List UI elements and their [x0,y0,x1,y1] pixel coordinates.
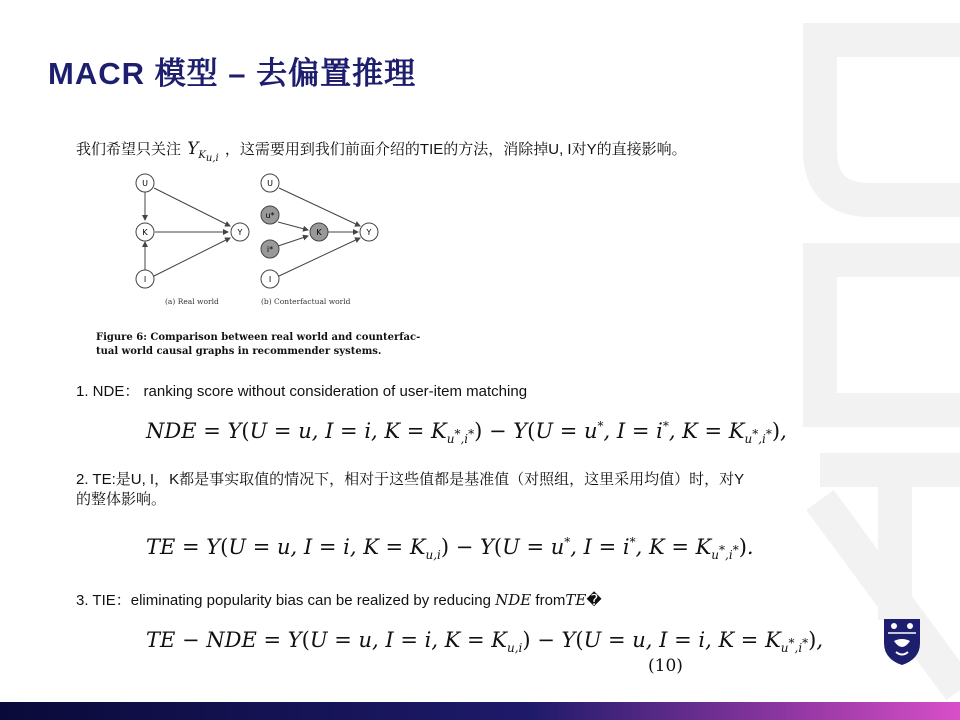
label-k-real: K [142,228,148,237]
label-i-cf: I [268,275,272,284]
bottom-gradient-bar [0,702,960,720]
equation-te: TE = Y(U = u, I = i, $K = K_{u,i}) - Y(U = u^*$, I = i*, $K = K_{u^*,i^*}$). [146,535,754,563]
slide-title: MACR 模型 – 去偏置推理 [48,56,417,91]
item-nde: 1. NDE： ranking score without consideration of user-item matching [76,383,528,400]
item-tie-tail: � [586,592,602,609]
edge-u-y-cf [279,188,360,226]
university-crest-logo [882,617,922,667]
subcaption-b: (b) Conterfactual world [261,297,351,306]
item-tie-from: from [535,592,566,609]
edge-i-y-real [154,238,230,276]
item-tie-prefix: 3. TIE：eliminating popularity bias can be realized by reducing [76,592,491,609]
item-tie-nde: NDE [495,591,532,609]
edge-u-y-real [154,188,230,226]
item-tie [76,590,602,611]
caption-line-1: Figure 6: Comparison between real world and counterfac- [96,332,421,343]
item-te: 2. TE:是U, I，K都是事实取值的情况下，相对于这些值都是基准值（对照组，这里采用均值）时，对Y的整体影响。 [76,471,745,508]
label-u-star: u* [265,211,275,220]
label-i-star: i* [266,245,274,254]
intro-before: 我们希望只关注 [76,141,182,158]
label-i-real: I [143,275,147,284]
label-y-cf: Y [366,228,372,237]
figure-caption [96,331,436,359]
subcaption-a: (a) Real world [165,297,219,306]
edge-i-y-cf [279,238,360,276]
intro-math: $Y_{K_{u,i}}$ [187,139,219,165]
equation-nde: NDE = Y(U = u, I = i, $K = K_{u^*,i^*}) - Y(U = u^*$, I = i*, $K = K_{u^*,i^*}$), [146,419,787,447]
label-u-cf: U [267,179,273,188]
equation-tie: TE − NDE = Y(U = u, I = i, $K = K_{u,i}) - Y(U = u$, I = i, $K = K_{u^*,i^*}$), [146,628,824,656]
equation-number: (10) [648,656,683,676]
label-y-real: Y [237,228,243,237]
intro-text [76,138,687,164]
caption-line-2: tual world causal graphs in recommender systems. [96,346,382,357]
watermark-decoration [760,0,960,700]
item-tie-te: TE [565,591,587,609]
edge-i-star-k [278,236,308,246]
edge-u-star-k [278,222,308,230]
intro-after: ，这需要用到我们前面介绍的TIE的方法，消除掉U, I对Y的直接影响。 [224,141,687,158]
label-k-cf: K [316,228,322,237]
label-u-real: U [142,179,148,188]
